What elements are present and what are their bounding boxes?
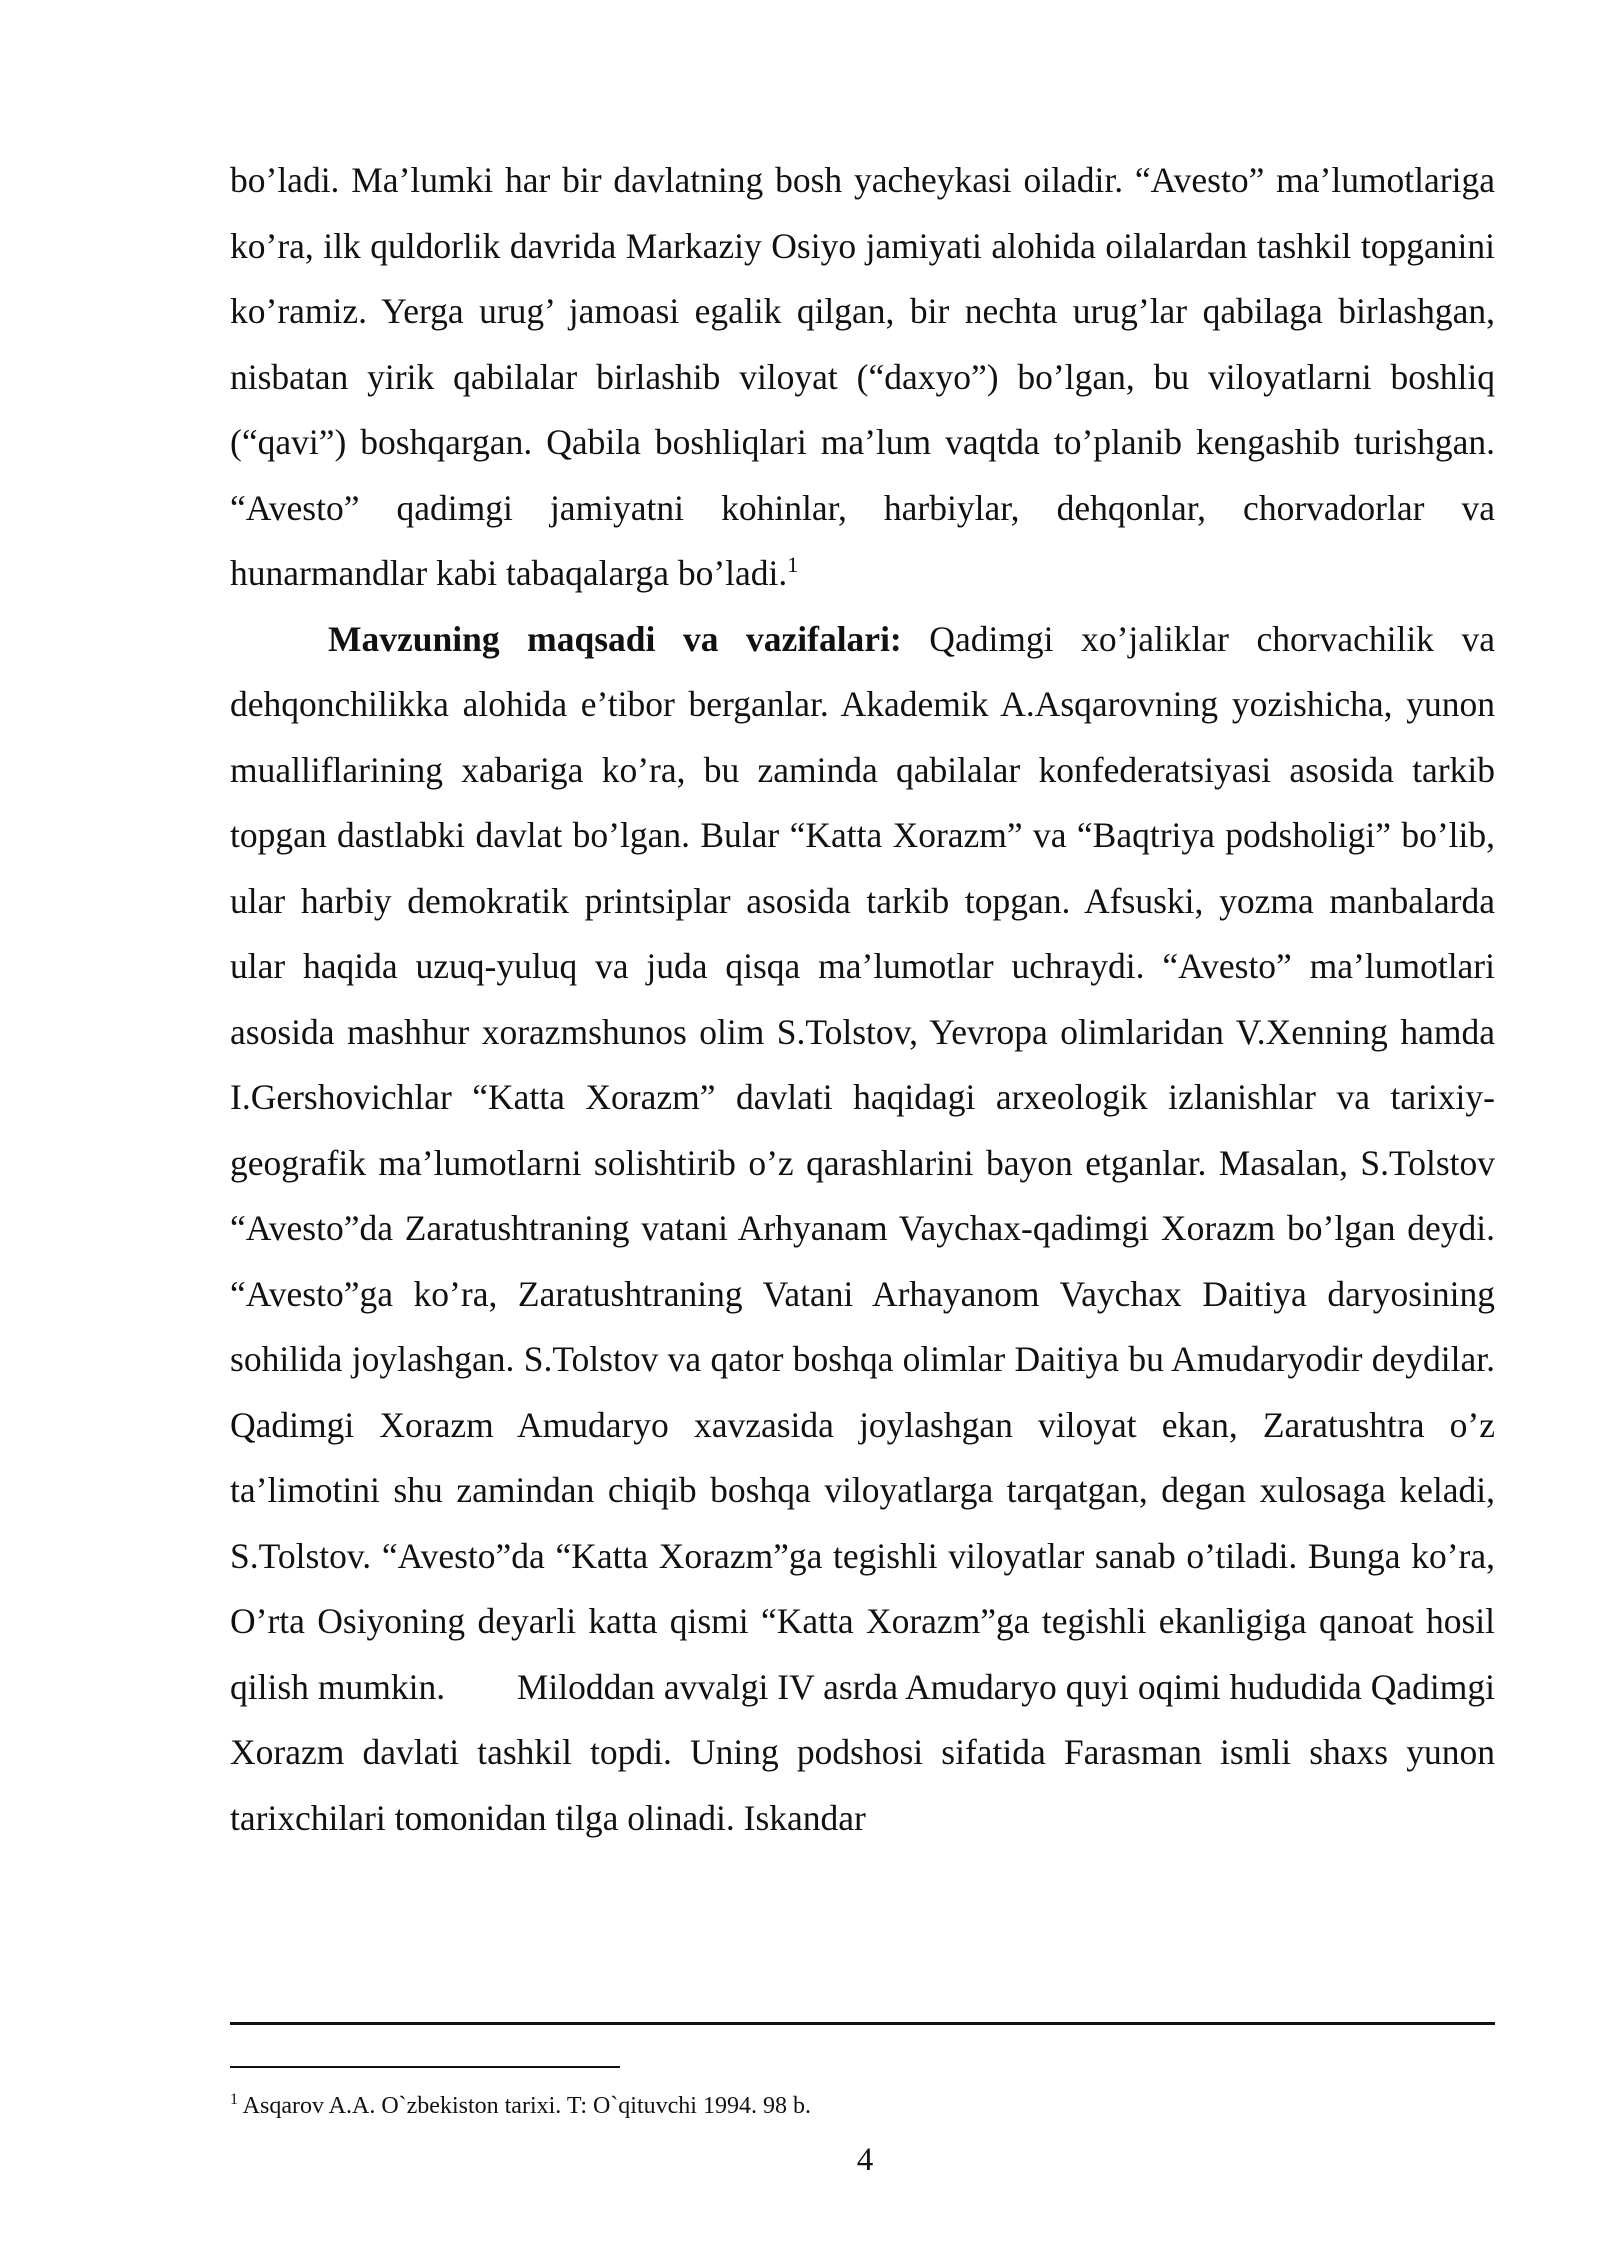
paragraph-1 (230, 148, 1495, 607)
footnote-reference[interactable]: 1 (787, 552, 799, 578)
paragraph-1-text: bo’ladi. Ma’lumki har bir davlatning bosh yacheykasi oiladir. “Avesto” ma’lumotlariga ko’ra, ilk quldorlik davrida Markaziy Osiyo jamiyati alohida oilalardan tashkil topganini ko’ramiz. Yerga urug’ jamoasi egalik qilgan, bir nechta urug’lar qabilaga birlashgan, nisbatan yirik qabilalar birlashib viloyat (“daxyo”) bo’lgan, bu viloyatlarni boshliq (“qavi”) boshqargan. Qabila boshliqlari ma’lum vaqtda to’planib kengashib turishgan. “Avesto” qadimgi jamiyatni kohinlar, harbiylar, dehqonlar, chorvadorlar va hunarmandlar kabi tabaqalarga bo’ladi. (230, 160, 1495, 593)
page-bottom-rule (230, 2022, 1495, 2025)
paragraph-2 (230, 607, 1504, 1852)
footnote (230, 2090, 1495, 2122)
footnote-mark: 1 (230, 2091, 238, 2108)
paragraph-2-text: Qadimgi xo’jaliklar chorvachilik va dehqonchilikka alohida e’tibor berganlar. Akademik A.Asqarovning yozishicha, yunon mualliflarining xabariga ko’ra, bu zaminda qabilalar konfederatsiyasi asosida tarkib topgan dastlabki davlat bo’lgan. Bular “Katta Xorazm” va “Baqtriya podsholigi” bo’lib, ular harbiy demokratik printsiplar asosida tarkib topgan. Afsuski, yozma manbalarda ular haqida uzuq-yuluq va juda qisqa ma’lumotlar uchraydi. “Avesto” ma’lumotlari asosida mashhur xorazmshunos olim S.Tolstov, Yevropa olimlaridan V.Xenning hamda I.Gershovichlar “Katta Xorazm” davlati haqidagi arxeologik izlanishlar va tarixiy-geografik ma’lumotlarni solishtirib o’z qarashlarini bayon etganlar. Masalan, S.Tolstov “Avesto”da Zaratushtraning vatani Arhyanam Vaychax-qadimgi Xorazm bo’lgan deydi. “Avesto”ga ko’ra, Zaratushtraning Vatani Arhayanom Vaychax Daitiya daryosining sohilida joylashgan. S.Tolstov va qator boshqa olimlar Daitiya bu Amudaryodir deydilar. Qadimgi Xorazm Amudaryo xavzasida joylashgan viloyat ekan, Zaratushtra o’z ta’limotini shu zamindan chiqib boshqa viloyatlarga tarqatgan, degan xulosaga keladi, S.Tolstov. “Avesto”da “Katta Xorazm”ga tegishli viloyatlar sanab o’tiladi. Bunga ko’ra, O’rta Osiyoning deyarli katta qismi “Katta Xorazm”ga tegishli ekanligiga qanoat hosil qilish mumkin. Miloddan avvalgi IV asrda Amudaryo quyi oqimi hududida Qadimgi Xorazm davlati tashkil topdi. Uning podshosi sifatida Farasman ismli shaxs yunon tarixchilari tomonidan tilga olinadi. Iskandar (230, 618, 1504, 1838)
section-lead-heading: Mavzuning maqsadi va vazifalari: (328, 618, 902, 659)
footnote-separator (230, 2066, 620, 2068)
page-content (230, 148, 1504, 1851)
footnote-text: Asqarov A.A. O`zbekiston tarixi. T: O`qituvchi 1994. 98 b. (238, 2093, 811, 2119)
page-number: 4 (856, 2142, 874, 2178)
